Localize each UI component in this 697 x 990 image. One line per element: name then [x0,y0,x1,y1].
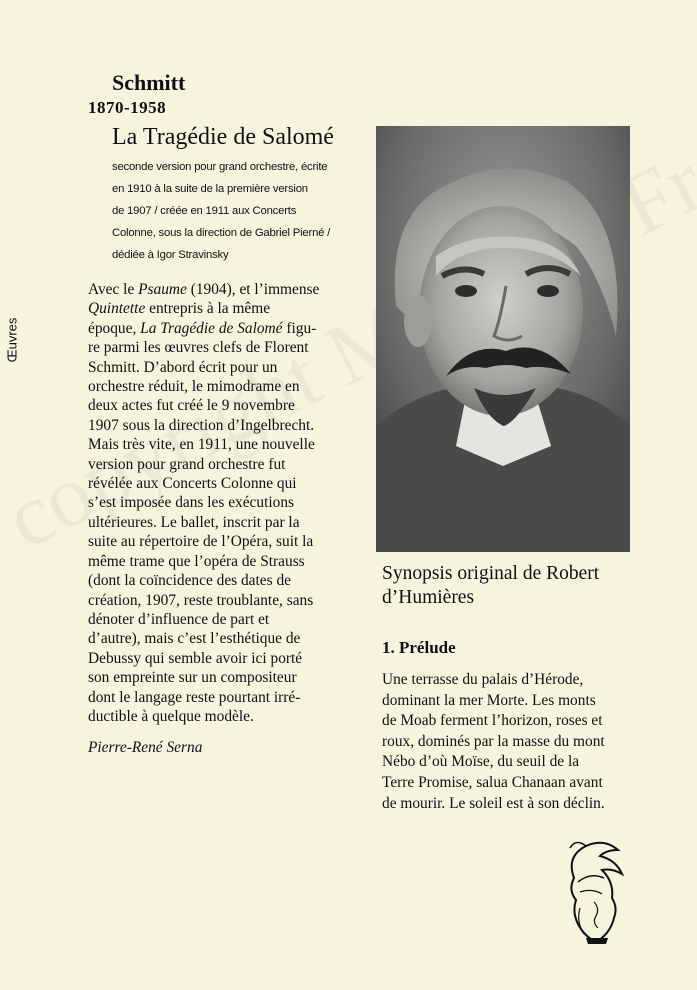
text-run: ductible à quelque modèle. [88,707,254,725]
program-note-line [88,649,360,668]
text-run: deux actes fut créé le 9 novembre [88,397,295,415]
program-note-text [88,280,360,726]
text-run: Avec le [88,281,139,298]
text-run: époque, [88,319,141,337]
italic-title: Quintette [88,300,146,318]
text-run: même trame que l’opéra de Strauss [88,552,305,570]
composer-portrait [376,126,630,552]
program-note-line [88,610,360,629]
program-note-line [88,299,360,318]
work-info [112,156,374,266]
program-note-line [88,707,360,726]
prelude-line: Nébo d’où Moïse, du seuil de la [382,753,580,771]
athena-emblem-icon [556,838,636,946]
program-note-line [88,280,360,299]
text-run: entrepris à la même [145,300,271,318]
prelude-line: roux, dominés par la masse du mont [382,732,605,750]
program-note-line [88,688,360,707]
text-run: Mais très vite, en 1911, une nouvelle [88,436,315,454]
composer-dates: 1870-1958 [88,98,167,117]
text-run: dont le langage reste pourtant irré- [88,688,301,706]
text-run: suite au répertoire de l’Opéra, suit la [88,533,314,551]
synopsis-heading [382,562,599,610]
text-run: (1904), et l’immense [186,281,320,298]
text-run: s’est imposée dans les exécutions [88,494,295,512]
text-run: (dont la coïncidence des dates de [88,572,291,590]
text-run: Schmitt. D’abord écrit pour un [88,358,278,376]
text-run: 1907 sous la direction d’Ingelbrecht. [88,416,315,434]
prelude-text [382,670,682,814]
prelude-line: Terre Promise, salua Chanaan avant [382,773,603,791]
program-note-line [88,668,360,687]
program-note-line [88,532,360,551]
prelude-line: dominant la mer Morte. Les monts [382,691,596,709]
section-side-label [4,300,20,380]
work-info-line: seconde version pour grand orchestre, écrite [112,161,328,173]
program-note-line [88,474,360,493]
italic-title: La Tragédie de Salomé [140,319,283,337]
text-run: son empreinte sur un compositeur [88,669,297,687]
text-run: orchestre réduit, le mimodrame en [88,378,300,396]
program-note-line [88,591,360,610]
program-note-line [88,319,360,338]
program-note-line [88,358,360,377]
prelude-line: de mourir. Le soleil est à son déclin. [382,794,605,812]
work-info-line: en 1910 à la suite de la première version [112,183,308,195]
work-info-line: dédiée à Igor Stravinsky [112,249,229,261]
text-run: dénoter d’influence de part et [88,610,270,628]
text-run: ultérieures. Le ballet, inscrit par la [88,513,300,531]
program-note-line [88,338,360,357]
work-info-line: Colonne, sous la direction de Gabriel Pierné / [112,227,331,239]
work-info-line: de 1907 / créée en 1911 aux Concerts [112,205,297,217]
synopsis-line: d’Humières [382,587,475,608]
program-note-line [88,455,360,474]
text-run: figu- [282,319,317,337]
prelude-heading: 1. Prélude [382,638,456,657]
text-run: révélée aux Concerts Colonne qui [88,475,297,493]
text-run: re parmi les œuvres clefs de Florent [88,339,309,357]
program-note-line [88,396,360,415]
program-note-line [88,629,360,648]
italic-title: Psaume [138,281,187,298]
program-note-line [88,435,360,454]
text-run: d’autre), mais c’est l’esthétique de [88,630,301,648]
program-note-line [88,493,360,512]
program-note-line [88,513,360,532]
program-note-line [88,552,360,571]
prelude-line: Une terrasse du palais d’Hérode, [382,671,584,688]
text-run: Debussy qui semble avoir ici porté [88,649,303,667]
text-run: création, 1907, reste troublante, sans [88,591,314,609]
program-note-line [88,416,360,435]
note-author: Pierre-René Serna [88,739,203,756]
synopsis-line: Synopsis original de Robert [382,563,600,584]
prelude-line: de Moab ferment l’horizon, roses et [382,712,603,730]
work-title: La Tragédie de Salomé [112,124,334,150]
program-note-line [88,377,360,396]
composer-name: Schmitt [112,70,186,95]
text-run: version pour grand orchestre fut [88,455,286,473]
section-side-label-text: Œuvres [4,317,20,363]
program-note-line [88,571,360,590]
